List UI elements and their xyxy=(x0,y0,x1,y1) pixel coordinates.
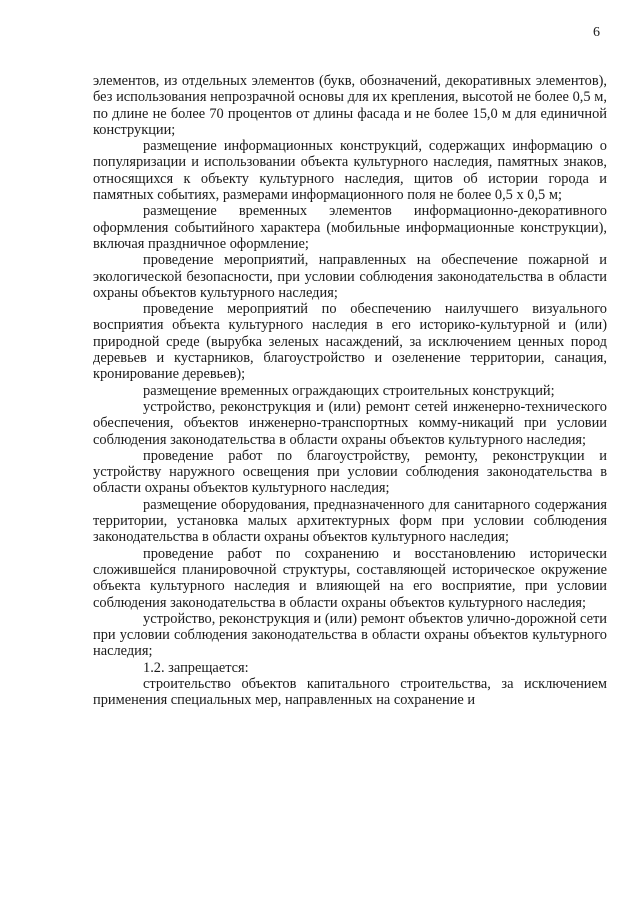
paragraph: проведение работ по благоустройству, ремонту, реконструкции и устройству наружного освещения при условии соблюдения законодательства в области охраны объектов культурного наследия; xyxy=(93,447,607,497)
page-number: 6 xyxy=(593,25,600,40)
paragraph: размещение временных элементов информационно-декоративного оформления событийного характера (мобильные информационные конструкции), включая праздничное оформление; xyxy=(93,203,607,252)
paragraph: размещение временных ограждающих строительных конструкций; xyxy=(143,382,555,399)
paragraph: проведение мероприятий по обеспечению наилучшего визуального восприятия объекта культурного наследия в его историко-культурной и (или) природной среде (вырубка зеленых насаждений, за исключением ценных пород деревьев и кустарников, благоустройство и озеленение территории, санация, кронирование деревьев); xyxy=(93,301,607,383)
paragraph: устройство, реконструкция и (или) ремонт сетей инженерно-технического обеспечения, объектов инженерно-транспортных комму-никаций при условии соблюдения законодательства в области охраны объектов культурного наследия; xyxy=(93,398,607,448)
paragraph: проведение мероприятий, направленных на обеспечение пожарной и экологической безопасности, при условии соблюдения законодательства в области охраны объектов культурного наследия; xyxy=(93,252,607,301)
paragraph: строительство объектов капитального строительства, за исключением применения специальных мер, направленных на сохранение и xyxy=(93,675,607,709)
section-heading: 1.2. запрещается: xyxy=(143,659,249,676)
paragraph: устройство, реконструкция и (или) ремонт объектов улично-дорожной сети при условии соблюдения законодательства в области охраны объектов культурного наследия; xyxy=(93,610,607,660)
paragraph: проведение работ по сохранению и восстановлению исторически сложившейся планировочной структуры, составляющей историческое окружение объекта культурного наследия и влияющей на его восприятие, при условии соблюдения законодательства в области охраны объектов культурного наследия; xyxy=(93,545,607,611)
paragraph: элементов, из отдельных элементов (букв, обозначений, декоративных элементов), без использования непрозрачной основы для их крепления, высотой не более 0,5 м, по длине не более 70 процентов от длины фасада и не более 15,0 м для единичной конструкции; xyxy=(93,73,607,138)
document-body xyxy=(93,73,607,709)
paragraph: размещение информационных конструкций, содержащих информацию о популяризации и использовании объекта культурного наследия, памятных знаков, относящихся к объекту культурного наследия, щитов об истории города и памятных событиях, размерами информационного поля не более 0,5 х 0,5 м; xyxy=(93,138,607,204)
paragraph: размещение оборудования, предназначенного для санитарного содержания территории, установка малых архитектурных форм при условии соблюдения законодательства в области охраны объектов культурного наследия; xyxy=(93,496,607,546)
